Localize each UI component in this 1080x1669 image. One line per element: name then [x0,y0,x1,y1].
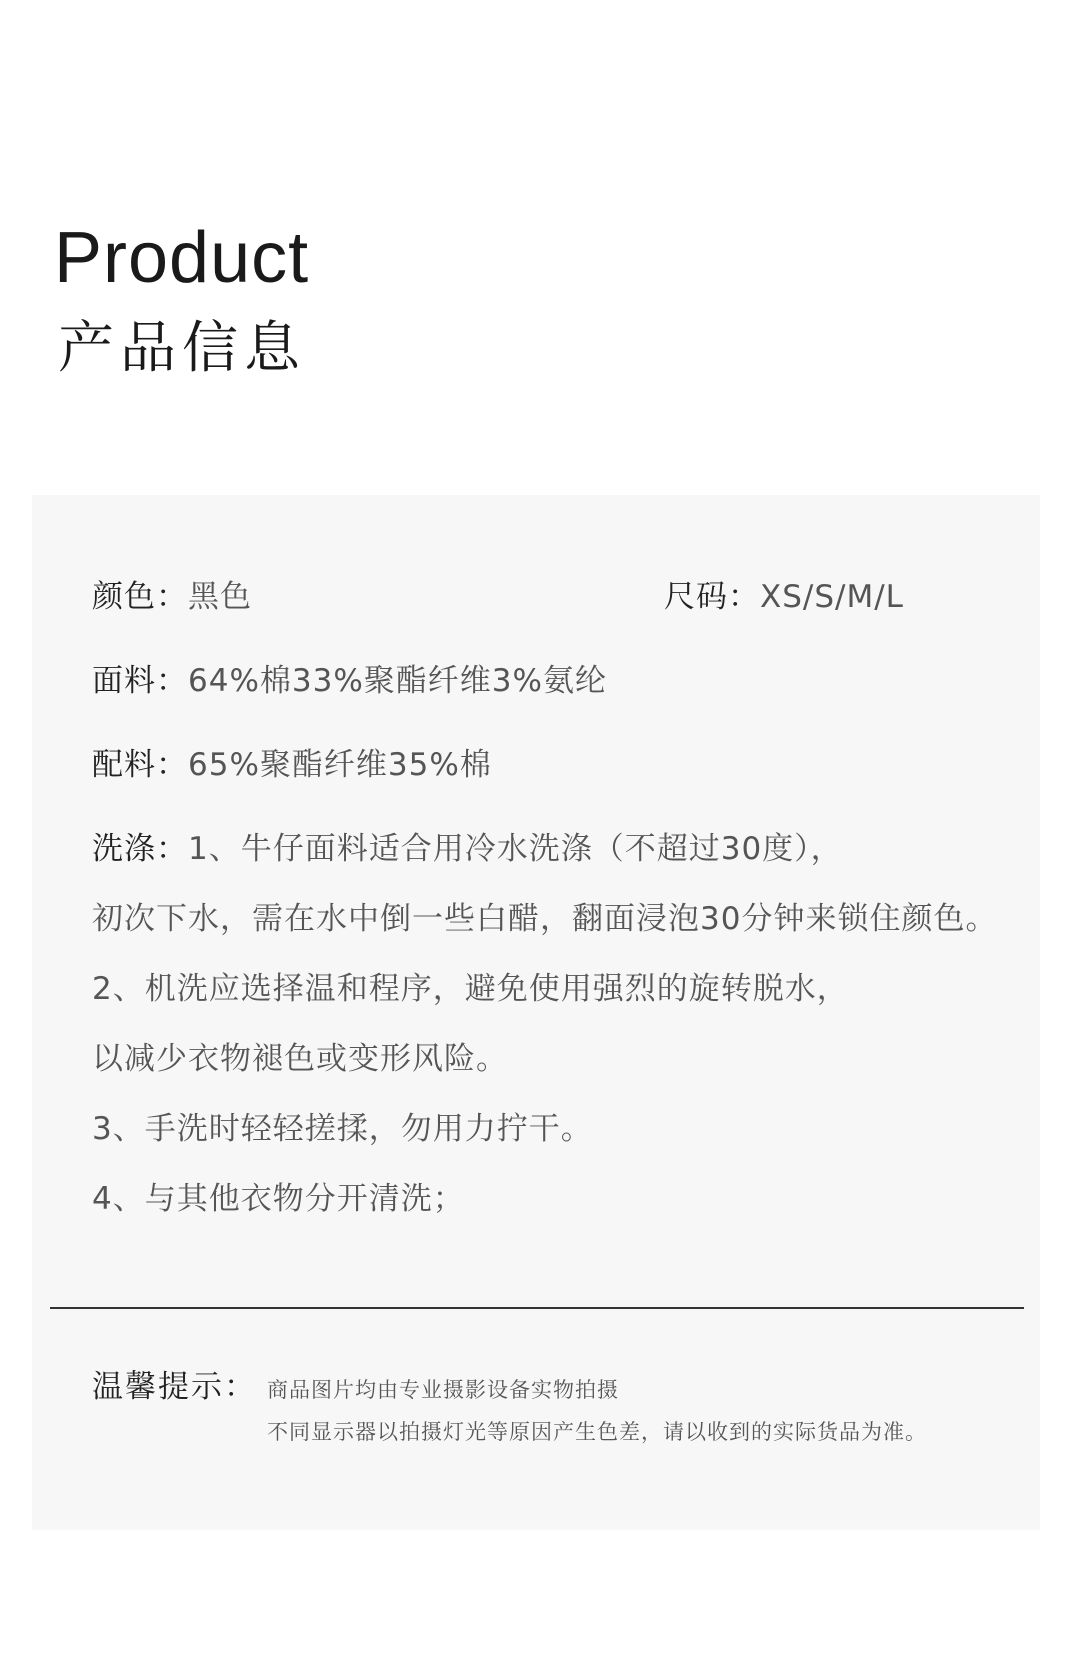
divider [50,1307,1024,1309]
fabric-label: 面料： [92,663,188,699]
fabric-value: 64%棉33%聚酯纤维3%氨纶 [188,663,607,699]
notice-label: 温馨提示： [92,1369,257,1405]
notice-line: 商品图片均由专业摄影设备实物拍摄 [267,1378,619,1402]
wash-row [92,829,843,869]
wash-line: 4、与其他衣物分开清洗； [92,1181,465,1217]
color-value: 黑色 [188,579,252,615]
product-info-panel [32,495,1040,1530]
wash-line: 3、手洗时轻轻搓揉，勿用力拧干。 [92,1111,593,1147]
wash-line: 2、机洗应选择温和程序，避免使用强烈的旋转脱水， [92,971,849,1007]
wash-line: 以减少衣物褪色或变形风险。 [92,1041,508,1077]
fabric-row [92,661,607,701]
page-title-en: Product [54,218,310,298]
wash-line: 初次下水，需在水中倒一些白醋，翻面浸泡30分钟来锁住颜色。 [92,901,998,937]
trim-label: 配料： [92,747,188,783]
wash-line: 1、牛仔面料适合用冷水洗涤（不超过30度）， [188,831,843,867]
color-label: 颜色： [92,579,188,615]
page-title-cn: 产品信息 [58,316,306,381]
size-row [664,577,904,617]
size-label: 尺码： [664,579,760,615]
trim-row [92,745,492,785]
wash-label: 洗涤： [92,831,188,867]
size-value: XS/S/M/L [760,579,904,615]
color-row [92,577,252,617]
notice-line: 不同显示器以拍摄灯光等原因产生色差，请以收到的实际货品为准。 [267,1420,927,1444]
trim-value: 65%聚酯纤维35%棉 [188,747,492,783]
